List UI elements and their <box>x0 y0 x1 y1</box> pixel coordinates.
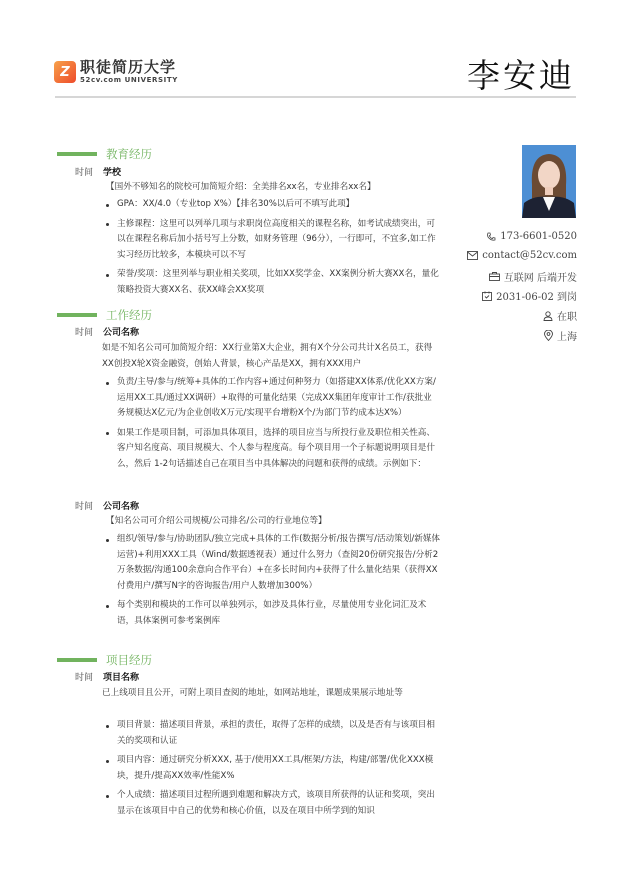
entry-time: 时间 <box>75 673 94 683</box>
list-item: 项目背景：描述项目背景，承担的责任，取得了怎样的成绩，以及是否有与该项目相关的奖项和认证 <box>102 718 440 749</box>
entry-time: 时间 <box>75 502 94 512</box>
company-name: 公司名称 <box>103 502 140 512</box>
section-bar <box>57 152 97 156</box>
education-entry-head <box>75 165 121 178</box>
section-title: 工作经历 <box>106 308 152 322</box>
project-intro: 已上线项目且公开，可附上项目查阅的地址，如网站地址，课题成果展示地址等 <box>102 688 403 698</box>
profile-photo <box>522 145 576 218</box>
logo-mark-icon: Z <box>54 61 76 83</box>
contact-email: contact@52cv.com <box>377 250 577 261</box>
list-item: 项目内容：通过研究分析XXX, 基于/使用XX工具/框架/方法，构建/部署/优化XXX模块，提升/提高XX效率/性能X% <box>102 753 440 784</box>
project-name: 项目名称 <box>103 673 140 683</box>
work-bullets <box>102 375 440 476</box>
contact-status: 在职 <box>377 308 577 323</box>
contact-city: 上海 <box>377 328 577 343</box>
entry-time: 时间 <box>75 168 94 178</box>
school-name: 学校 <box>103 168 122 178</box>
section-work <box>57 307 152 323</box>
project-entry-head <box>75 670 139 683</box>
list-item: 负责/主导/参与/统筹+具体的工作内容+通过何种努力（如搭建XX体系/优化XX方案/运用XX工具/通过XX调研）+取得的可量化结果（完成XX集团年度审计工作/获批业务规模达X亿元/为企业创收X万元/实现平台增粉X个/为部门节约成本达X%） <box>102 375 440 422</box>
contact-job: 互联网 后端开发 <box>377 269 577 284</box>
section-title: 教育经历 <box>106 147 152 161</box>
list-item: 主修课程：这里可以列举几项与求职岗位高度相关的课程名称，如考试成绩突出，可以在课程名称后加小括号写上分数，如财务管理（96分），一行即可，不宜多,如工作实习经历比较多，本模块可以不写 <box>102 217 440 264</box>
calendar-check-icon <box>482 291 492 301</box>
brand-logo <box>54 60 178 84</box>
briefcase-icon <box>489 272 500 281</box>
company-intro: 【知名公司可介绍公司规模/公司排名/公司的行业地位等】 <box>106 516 327 526</box>
company-intro: 如是不知名公司可加简短介绍：XX行业第X大企业，拥有X个分公司共计X名员工，获得XX创投X轮X资金融资，创始人背景，核心产品是XX，拥有XXX用户 <box>102 343 433 369</box>
education-bullets <box>102 197 440 302</box>
work-entry-head <box>75 499 139 512</box>
section-education <box>57 146 152 162</box>
header-divider <box>55 96 576 98</box>
mail-icon <box>467 251 478 260</box>
project-bullets <box>102 718 440 823</box>
list-item: 如果工作是项目制，可添加具体项目，选择的项目应当与所投行业及职位相关性高、客户知名度高、项目规模大、个人参与程度高。每个项目用一个子标题说明项目是什么，然后 1-2句话描述自己在项目当中具体解决的问题和获得的成绩。示例如下： <box>102 426 440 473</box>
section-bar <box>57 313 97 317</box>
contact-phone: 173-6601-0520 <box>377 231 577 242</box>
logo-subtitle: 52cv.com UNIVERSITY <box>80 76 178 84</box>
list-item: 个人成绩：描述项目过程所遇到难题和解决方式，该项目所获得的认证和奖项，突出显示在该项目中自己的优势和核心价值，以及在项目中所学到的知识 <box>102 788 440 819</box>
company-name: 公司名称 <box>103 328 140 338</box>
school-intro: 【国外不够知名的院校可加简短介绍：全美排名xx名，专业排名xx名】 <box>106 182 376 192</box>
work-entry-head <box>75 325 139 338</box>
list-item: 每个类别和模块的工作可以单独列示，如涉及具体行业，尽量使用专业化词汇及术语，具体案例可参考案例库 <box>102 598 440 629</box>
list-item: GPA：XX/4.0（专业top X%）【排名30%以后可不填写此项】 <box>102 197 440 213</box>
contact-date: 2031-06-02 到岗 <box>377 288 577 303</box>
work-bullets <box>102 532 440 633</box>
list-item: 荣誉/奖项：这里列举与职业相关奖项，比如XX奖学金、XX案例分析大赛XX名，量化策略投资大赛XX名、获XX峰会XX奖项 <box>102 267 440 298</box>
phone-icon <box>486 232 496 242</box>
logo-title: 职徒简历大学 <box>80 58 177 76</box>
list-item: 组织/领导/参与/协助团队/独立完成+具体的工作(数据分析/报告撰写/活动策划/新媒体运营)+利用XXX工具（Wind/数据透视表）通过什么努力（查阅20份研究报告/分析2万条数据/沟通100余意向合作平台）+在多长时间内+获得了什么量化结果（获得XX付费用户/撰写N字的咨询报告/用户人数增加300%） <box>102 532 440 594</box>
location-pin-icon <box>544 330 553 341</box>
candidate-name: 李安迪 <box>467 56 575 95</box>
section-title: 项目经历 <box>106 653 152 667</box>
entry-time: 时间 <box>75 328 94 338</box>
section-bar <box>57 658 97 662</box>
user-icon <box>543 311 553 321</box>
section-project <box>57 652 152 668</box>
